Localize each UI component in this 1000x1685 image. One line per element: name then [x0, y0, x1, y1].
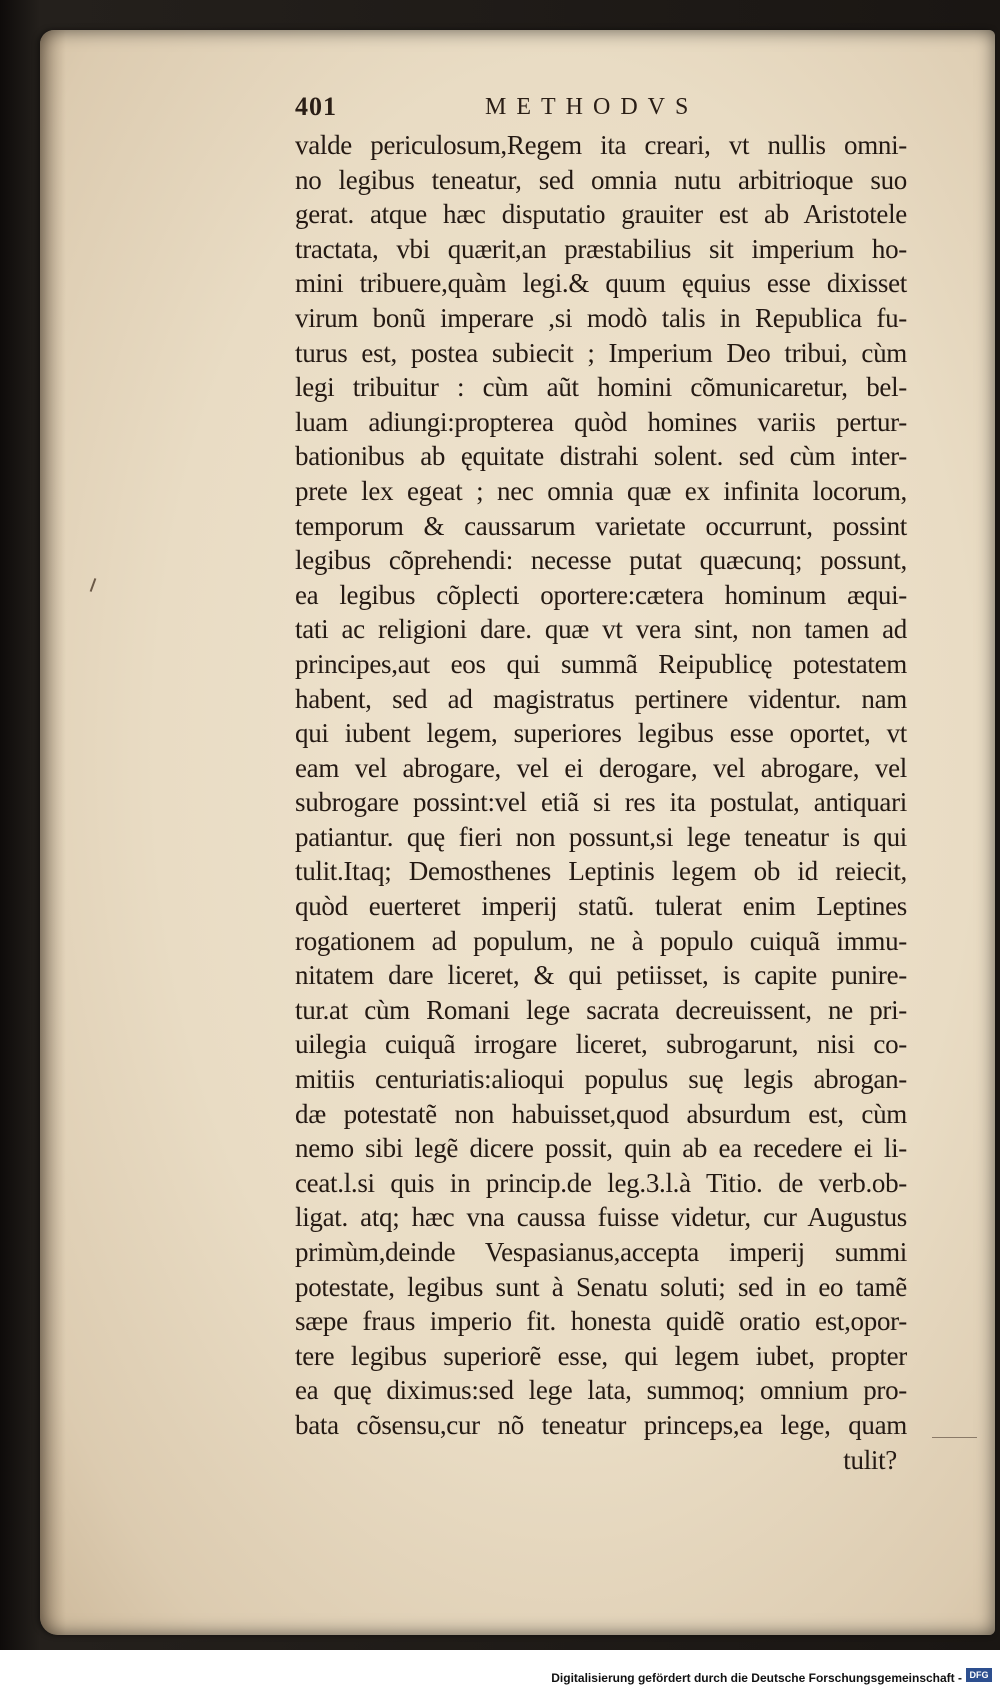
- page-number: 401: [295, 92, 337, 121]
- text-line: gerat. atque hæc disputatio grauiter est ab Aristotele: [295, 199, 907, 230]
- dfg-logo: DFG: [966, 1668, 992, 1682]
- text-line: qui iubent legem, superiores legibus esse oportet, vt: [295, 718, 907, 749]
- text-line: sæpe fraus imperio fit. honesta quidẽ oratio est,opor-: [295, 1306, 907, 1337]
- text-line: tractata, vbi quærit,an præstabilius sit imperium ho-: [295, 233, 907, 264]
- page-header: [295, 92, 755, 122]
- text-line: turus est, postea subiecit ; Imperium Deo tribui, cùm: [295, 337, 907, 368]
- digitization-credit: Digitalisierung gefördert durch die Deutsche Forschungsgemeinschaft -: [551, 1671, 962, 1685]
- text-line: eam vel abrogare, vel ei derogare, vel abrogare, vel: [295, 752, 907, 783]
- running-head: METHODVS: [485, 94, 699, 120]
- text-line: nemo sibi legẽ dicere possit, quin ab ea recedere ei li-: [295, 1133, 907, 1164]
- text-line: tati ac religioni dare. quæ vt vera sint, non tamen ad: [295, 614, 907, 645]
- text-line: prete lex egeat ; nec omnia quæ ex infinita locorum,: [295, 475, 907, 506]
- text-line: bata cõsensu,cur nõ teneatur princeps,ea lege, quam: [295, 1409, 907, 1440]
- text-line: nitatem dare liceret, & qui petiisset, is capite punire-: [295, 960, 907, 991]
- text-line: bationibus ab ęquitate distrahi solent. sed cùm inter-: [295, 441, 907, 472]
- text-line: potestate, legibus sunt à Senatu soluti; sed in eo tamẽ: [295, 1271, 907, 1302]
- text-line: legi tribuitur : cùm aũt homini cõmunicaretur, bel-: [295, 372, 907, 403]
- text-line: uilegia cuiquã irrogare liceret, subrogarunt, nisi co-: [295, 1029, 907, 1060]
- text-line: mitiis centuriatis:alioqui populus suę legis abrogan-: [295, 1064, 907, 1095]
- text-line: tulit.Itaq; Demosthenes Leptinis legem ob id reiecit,: [295, 856, 907, 887]
- text-line: ligat. atq; hæc vna caussa fuisse videtur, cur Augustus: [295, 1202, 907, 1233]
- text-line: rogationem ad populum, ne à populo cuiquã immu-: [295, 925, 907, 956]
- body-text: [295, 128, 907, 1477]
- text-line: temporum & caussarum varietate occurrunt, possint: [295, 510, 907, 541]
- text-line: valde periculosum,Regem ita creari, vt nullis omni-: [295, 130, 907, 160]
- text-line: primùm,deinde Vespasianus,accepta imperij summi: [295, 1237, 907, 1267]
- text-line: ea quę diximus:sed lege lata, summoq; omnium pro-: [295, 1375, 907, 1406]
- text-line: quòd euerteret imperij statũ. tulerat enim Leptines: [295, 891, 907, 922]
- text-line: tur.at cùm Romani lege sacrata decreuissent, ne pri-: [295, 994, 907, 1025]
- text-line: patiantur. quę fieri non possunt,si lege teneatur is qui: [295, 821, 907, 852]
- text-line: subrogare possint:vel etiã si res ita postulat, antiquari: [295, 787, 907, 818]
- text-line: ceat.l.si quis in princip.de leg.3.l.à Titio. de verb.ob-: [295, 1167, 907, 1198]
- text-line: no legibus teneatur, sed omnia nutu arbitrioque suo: [295, 164, 907, 195]
- text-line: dæ potestatẽ non habuisset,quod absurdum est, cùm: [295, 1098, 907, 1129]
- text-line: legibus cõprehendi: necesse putat quæcunq; possunt,: [295, 545, 907, 576]
- text-line: habent, sed ad magistratus pertinere videntur. nam: [295, 683, 907, 714]
- text-line: ea legibus cõplecti oportere:cætera hominum æqui-: [295, 579, 907, 610]
- text-line: principes,aut eos qui summã Reipublicę potestatem: [295, 648, 907, 679]
- text-line: mini tribuere,quàm legi.& quum ęquius esse dixisset: [295, 268, 907, 299]
- margin-rule: [932, 1437, 977, 1438]
- catchword: tulit?: [843, 1444, 897, 1475]
- text-line: luam adiungi:propterea quòd homines variis pertur-: [295, 406, 907, 437]
- text-line: virum bonũ imperare ,si modò talis in Republica fu-: [295, 302, 907, 333]
- text-line: tere legibus superiorẽ esse, qui legem iubet, propter: [295, 1340, 907, 1371]
